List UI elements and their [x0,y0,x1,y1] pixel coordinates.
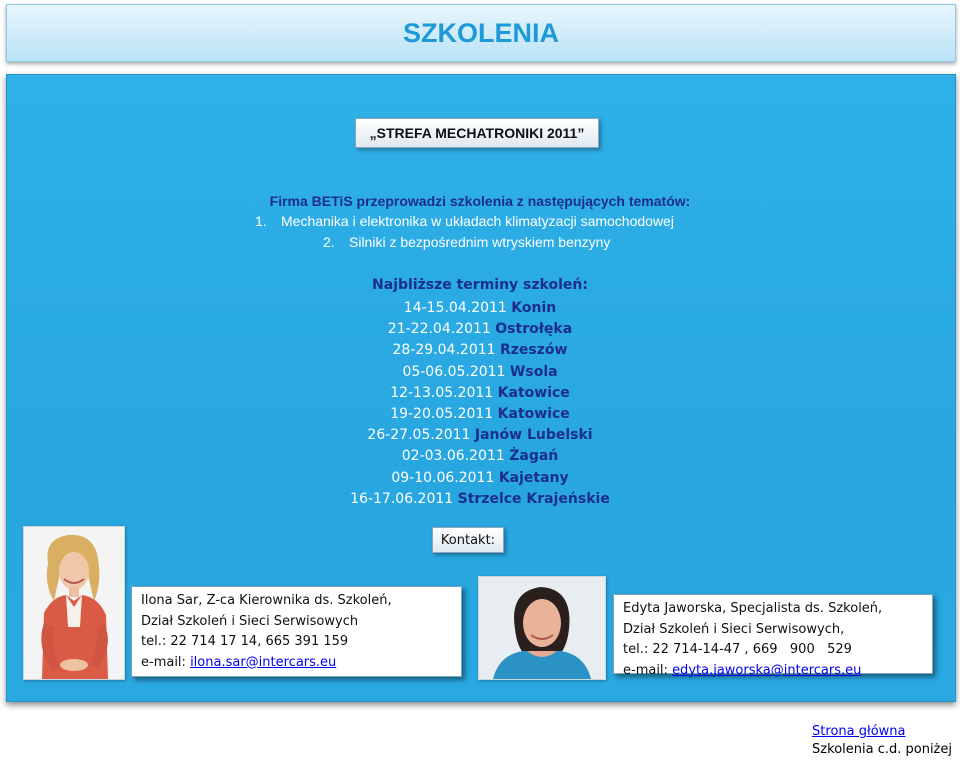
home-link[interactable]: Strona główna [812,724,906,739]
email-label: e-mail: [623,662,673,678]
schedule-date: 02-03.06.2011 [401,448,505,465]
topic-number: 2. [323,234,335,250]
schedule-item [0,489,960,510]
schedule-item [0,298,960,319]
schedule-item [0,446,960,467]
email-label: e-mail: [141,654,191,670]
schedule-city: Żagań [509,448,559,465]
schedule-date: 14-15.04.2011 [403,300,507,316]
schedule-date: 16-17.06.2011 [350,490,454,507]
schedule-item [0,383,960,404]
schedule-city: Konin [511,300,557,316]
schedule-date: 05-06.05.2011 [402,363,506,380]
topic-item [255,213,674,229]
schedule-item [0,340,960,361]
schedule-heading: Najbliższe terminy szkoleń: [372,277,588,293]
contact-card-edyta [613,594,933,678]
intro-heading: Firma BETiS przeprowadzi szkolenia z następujących tematów: [269,193,691,209]
contact-email-row [623,661,932,682]
email-link[interactable]: ilona.sar@intercars.eu [190,654,337,670]
topic-item [323,234,610,250]
schedule-date: 28-29.04.2011 [392,342,496,359]
contact-label: Kontakt: [432,527,504,553]
schedule-city: Katowice [497,384,570,401]
schedule-city: Strzelce Krajeńskie [457,490,610,507]
contact-department: Dział Szkoleń i Sieci Serwisowych [141,613,359,629]
contact-photo-ilona [23,526,125,680]
schedule-item [0,362,960,383]
topic-text: Mechanika i elektronika w układach klimatyzacji samochodowej [281,213,674,229]
page-title: SZKOLENIA [402,17,559,48]
contact-photo-edyta [478,576,606,680]
event-banner: „STREFA MECHATRONIKI 2011” [355,118,599,148]
topic-number: 1. [255,213,267,229]
contact-phone: tel.: 22 714 17 14, 665 391 159 [141,634,349,649]
contact-name: Edyta Jaworska, Specjalista ds. Szkoleń, [623,601,883,616]
schedule-city: Ostrołęka [495,321,573,338]
schedule-date: 12-13.05.2011 [390,384,494,401]
contact-phone: tel.: 22 714-14-47 , 669 900 529 [623,642,852,657]
schedule-city: Kajetany [498,469,569,486]
schedule-date: 09-10.06.2011 [391,469,495,486]
contact-name: Ilona Sar, Z-ca Kierownika ds. Szkoleń, [141,593,392,608]
topic-text: Silniki z bezpośrednim wtryskiem benzyny [349,234,611,250]
schedule-item [0,319,960,340]
schedule-city: Wsola [509,363,558,380]
footer [812,723,952,759]
contact-email-row [141,653,461,674]
email-link[interactable]: edyta.jaworska@intercars.eu [672,662,862,678]
schedule-date: 21-22.04.2011 [387,321,491,338]
schedule-city: Rzeszów [500,342,568,359]
schedule-city: Janów Lubelski [474,427,593,444]
title-bar [6,4,956,62]
schedule-date: 26-27.05.2011 [367,427,471,444]
schedule-date: 19-20.05.2011 [390,405,494,422]
schedule-item [0,468,960,489]
schedule-item [0,404,960,425]
contact-card-ilona [131,586,462,677]
schedule-item [0,425,960,446]
schedule-city: Katowice [497,405,570,422]
contact-department: Dział Szkoleń i Sieci Serwisowych, [623,621,845,637]
schedule-list [0,298,960,510]
continued-note: Szkolenia c.d. poniżej [812,742,952,757]
